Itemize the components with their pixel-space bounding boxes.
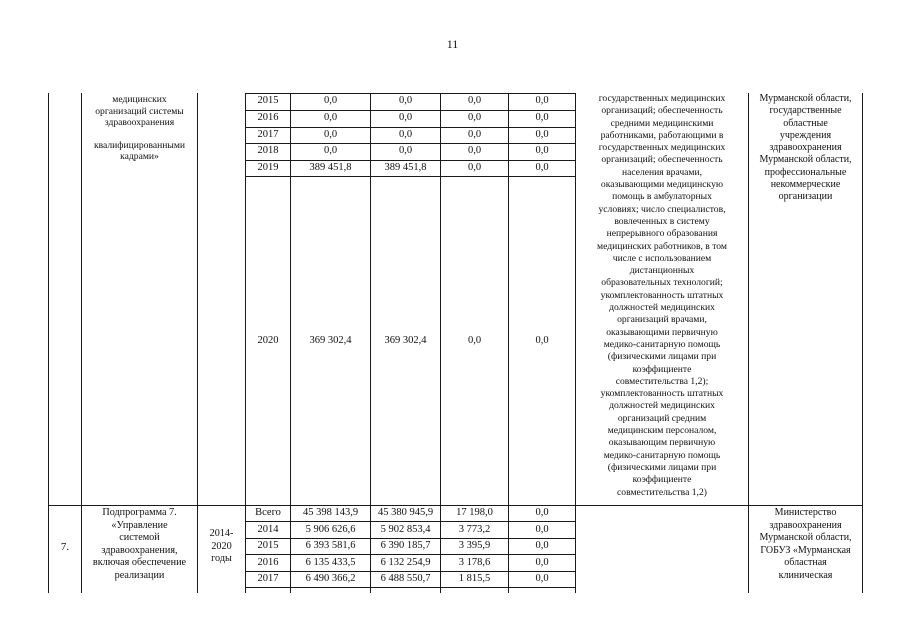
other-cell: 0,0 bbox=[535, 162, 549, 173]
row-number: 7. bbox=[60, 541, 70, 553]
total-cell: 6 490 366,2 bbox=[305, 573, 356, 584]
year-cell: Всего bbox=[255, 507, 281, 518]
other-cell: 0,0 bbox=[535, 507, 549, 518]
regional-cell: 0,0 bbox=[398, 95, 413, 106]
text-line: профессиональные bbox=[764, 166, 847, 178]
year-cell: 2016 bbox=[257, 112, 279, 123]
text-line: укомплектованность штатных bbox=[600, 289, 724, 301]
text-line: оказывающими первичную bbox=[606, 326, 718, 338]
text-line: 2020 bbox=[211, 540, 232, 552]
text-line: коэффициенте bbox=[632, 474, 692, 486]
text-line: совместительства 1,2); bbox=[615, 375, 709, 387]
other-cell: 0,0 bbox=[535, 573, 549, 584]
text-line: областные bbox=[783, 117, 828, 129]
regional-cell: 6 132 254,9 bbox=[380, 557, 431, 568]
text-line: некоммерческие bbox=[770, 179, 841, 191]
text-line: квалифицированными bbox=[93, 139, 186, 151]
federal-cell: 0,0 bbox=[467, 162, 482, 173]
text-line: числе с использованием bbox=[612, 252, 712, 264]
text-line: укомплектованность штатных bbox=[600, 388, 724, 400]
regional-cell: 6 488 550,7 bbox=[380, 573, 431, 584]
federal-cell: 0,0 bbox=[467, 129, 482, 140]
regional-cell: 6 390 185,7 bbox=[380, 540, 431, 551]
total-cell: 0,0 bbox=[323, 145, 338, 156]
year-cell: 2016 bbox=[257, 557, 279, 568]
regional-cell: 0,0 bbox=[398, 129, 413, 140]
text-line: организаций; обеспеченность bbox=[601, 105, 723, 117]
total-cell: 0,0 bbox=[323, 112, 338, 123]
federal-cell: 0,0 bbox=[467, 335, 482, 346]
total-cell: 0,0 bbox=[323, 95, 338, 106]
text-line: медицинских работников, в том bbox=[597, 240, 727, 252]
text-line: Мурманской области, bbox=[759, 532, 852, 544]
year-cell: 2017 bbox=[257, 129, 279, 140]
total-cell: 6 393 581,6 bbox=[305, 540, 356, 551]
text-line: дистанционных bbox=[629, 265, 695, 277]
text-line: работниками, работающими в bbox=[600, 129, 724, 141]
page-number: 11 bbox=[446, 37, 459, 51]
text-line: здравоохранения bbox=[104, 117, 175, 129]
text-line: государственные bbox=[769, 105, 842, 117]
text-line: медико-санитарную помощь bbox=[603, 449, 721, 461]
year-cell: 2015 bbox=[257, 540, 279, 551]
year-cell: 2018 bbox=[257, 145, 279, 156]
text-line: оказывающими медицинскую bbox=[600, 179, 724, 191]
text-line: здравоохранения bbox=[769, 142, 842, 154]
other-cell: 0,0 bbox=[535, 145, 549, 156]
text-line: (физическими лицами при bbox=[607, 351, 717, 363]
prev-executors bbox=[749, 93, 862, 204]
text-line: кадрами» bbox=[120, 151, 159, 163]
regional-cell: 5 902 853,4 bbox=[380, 524, 431, 535]
text-line: медицинских bbox=[112, 94, 167, 105]
federal-cell: 3 395,9 bbox=[458, 540, 491, 551]
text-line: средними медицинскими bbox=[610, 117, 714, 129]
other-cell: 0,0 bbox=[535, 557, 549, 568]
text-line: клиническая bbox=[778, 569, 833, 581]
other-cell: 0,0 bbox=[535, 112, 549, 123]
text-line: образовательных технологий; bbox=[601, 277, 723, 289]
text-line: системой bbox=[119, 532, 160, 544]
text-line: здравоохранения, bbox=[101, 544, 178, 556]
total-cell: 5 906 626,6 bbox=[305, 524, 356, 535]
subprogram7-executors bbox=[749, 507, 862, 583]
text-line: здравоохранения bbox=[769, 519, 842, 531]
federal-cell: 1 815,5 bbox=[458, 573, 491, 584]
total-cell: 45 398 143,9 bbox=[302, 507, 359, 518]
text-line: учреждения bbox=[779, 129, 832, 141]
text-line: ГОБУЗ «Мурманская bbox=[760, 544, 851, 556]
text-line: «Управление bbox=[111, 519, 168, 531]
subprogram7-period bbox=[198, 528, 245, 566]
total-cell: 389 451,8 bbox=[309, 162, 352, 173]
text-line: включая обеспечение bbox=[92, 557, 187, 569]
text-line: должностей медицинских bbox=[609, 302, 715, 314]
year-cell: 2014 bbox=[257, 524, 279, 535]
text-line: государственных медицинских bbox=[598, 93, 726, 104]
year-cell: 2019 bbox=[257, 162, 279, 173]
text-line: населения врачами, bbox=[621, 166, 703, 178]
text-line: медицинским персоналом, bbox=[607, 425, 717, 437]
regional-cell: 389 451,8 bbox=[384, 162, 427, 173]
text-line: Министерство bbox=[774, 507, 837, 518]
subprogram7-name bbox=[82, 507, 197, 583]
year-cell: 2017 bbox=[257, 573, 279, 584]
text-line: областная bbox=[784, 557, 827, 569]
year-cell: 2015 bbox=[257, 95, 279, 106]
text-line: реализации bbox=[114, 569, 165, 581]
other-cell: 0,0 bbox=[535, 129, 549, 140]
text-line: 2014- bbox=[209, 528, 234, 539]
text-line: условиях; число специалистов, bbox=[598, 203, 726, 215]
regional-cell: 0,0 bbox=[398, 145, 413, 156]
other-cell: 0,0 bbox=[535, 95, 549, 106]
year-cell: 2020 bbox=[257, 335, 279, 346]
federal-cell: 17 198,0 bbox=[456, 507, 493, 518]
other-cell: 0,0 bbox=[535, 524, 549, 535]
text-line: годы bbox=[211, 553, 232, 565]
text-line: непрерывного образования bbox=[606, 228, 718, 240]
text-line: организации bbox=[778, 191, 833, 203]
text-line: коэффициенте bbox=[632, 363, 692, 375]
regional-cell: 0,0 bbox=[398, 112, 413, 123]
text-line: оказывающим первичную bbox=[608, 437, 716, 449]
text-line: помощь в амбулаторных bbox=[612, 191, 712, 203]
regional-cell: 369 302,4 bbox=[384, 335, 427, 346]
other-cell: 0,0 bbox=[535, 540, 549, 551]
total-cell: 369 302,4 bbox=[309, 335, 352, 346]
text-line: организаций средним bbox=[617, 412, 707, 424]
federal-cell: 0,0 bbox=[467, 145, 482, 156]
text-line: организаций; обеспеченность bbox=[601, 154, 723, 166]
regional-cell: 45 380 945,9 bbox=[377, 507, 434, 518]
other-cell: 0,0 bbox=[535, 335, 549, 346]
text-line: (физическими лицами при bbox=[607, 461, 717, 473]
text-line: совместительства 1,2) bbox=[617, 486, 707, 498]
text-line: Мурманской области, bbox=[759, 93, 852, 104]
prev-program-name bbox=[82, 94, 197, 163]
federal-cell: 3 773,2 bbox=[458, 524, 491, 535]
text-line: государственных медицинских bbox=[598, 142, 726, 154]
prev-indicators bbox=[577, 93, 747, 499]
text-line: организаций системы bbox=[95, 105, 184, 117]
federal-cell: 3 178,6 bbox=[458, 557, 491, 568]
total-cell: 6 135 433,5 bbox=[305, 557, 356, 568]
text-line: медико-санитарную помощь bbox=[603, 338, 721, 350]
text-line: Подпрограмма 7. bbox=[102, 507, 177, 518]
text-line: организаций врачами, bbox=[617, 314, 707, 326]
text-line: вовлеченных в систему bbox=[614, 215, 710, 227]
total-cell: 0,0 bbox=[323, 129, 338, 140]
text-line: Мурманской области, bbox=[759, 154, 852, 166]
federal-cell: 0,0 bbox=[467, 95, 482, 106]
text-line bbox=[82, 129, 197, 140]
federal-cell: 0,0 bbox=[467, 112, 482, 123]
text-line: должностей медицинских bbox=[609, 400, 715, 412]
